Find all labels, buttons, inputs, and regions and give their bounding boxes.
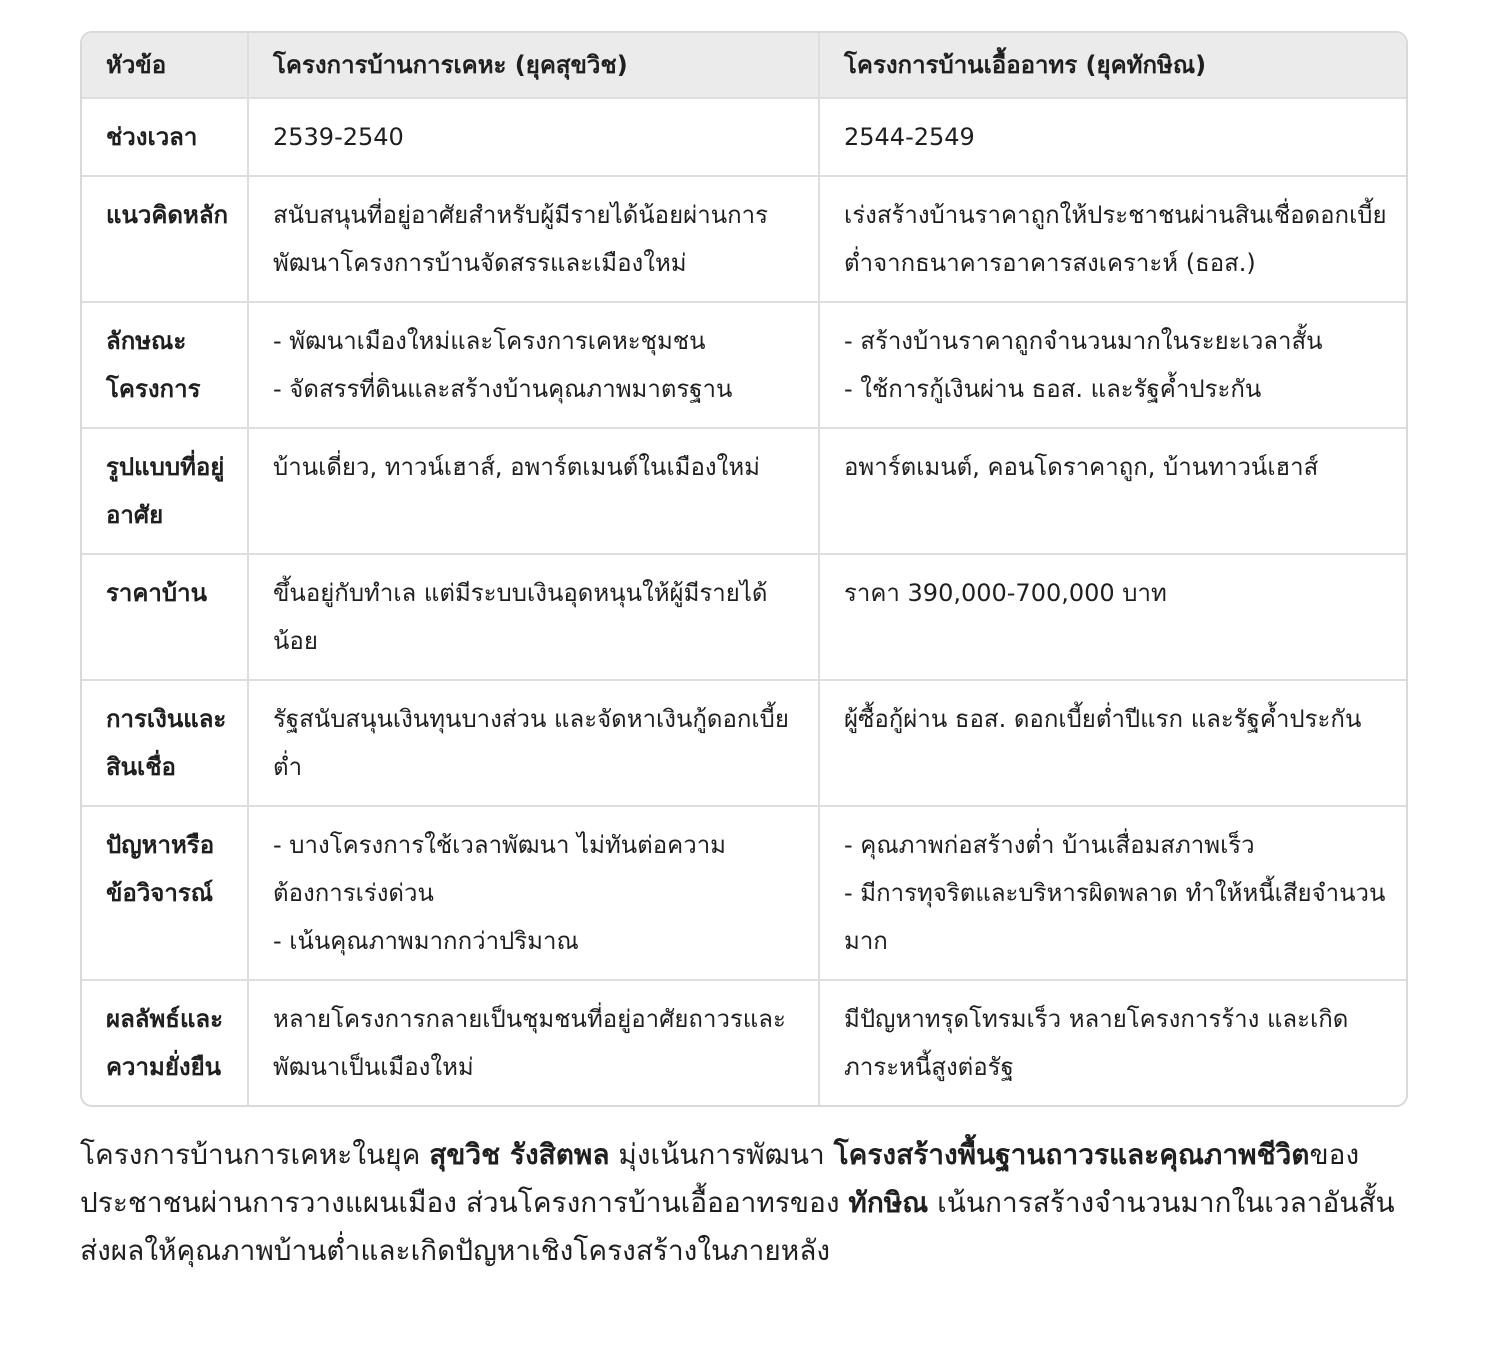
row-cell-sukhavich: สนับสนุนที่อยู่อาศัยสำหรับผู้มีรายได้น้อยผ่านการพัฒนาโครงการบ้านจัดสรรและเมืองใหม่ xyxy=(248,176,819,302)
summary-bold-thaksin: ทักษิณ xyxy=(848,1186,929,1219)
summary-text: มุ่งเน้นการพัฒนา xyxy=(609,1138,834,1171)
row-cell-thaksin: ผู้ซื้อกู้ผ่าน ธอส. ดอกเบี้ยต่ำปีแรก และรัฐค้ำประกัน xyxy=(819,680,1408,806)
row-topic: การเงินและสินเชื่อ xyxy=(82,680,248,806)
row-cell-sukhavich: - พัฒนาเมืองใหม่และโครงการเคหะชุมชน - จัดสรรที่ดินและสร้างบ้านคุณภาพมาตรฐาน xyxy=(248,302,819,428)
row-cell-sukhavich: 2539-2540 xyxy=(248,98,819,176)
row-cell-sukhavich: ขึ้นอยู่กับทำเล แต่มีระบบเงินอุดหนุนให้ผู้มีรายได้น้อย xyxy=(248,554,819,680)
row-topic: แนวคิดหลัก xyxy=(82,176,248,302)
summary-text: ของประชาชนผ่านการวางแผนเมือง ส่วนโครงการบ้านเอื้ออาทรของ xyxy=(80,1138,1360,1219)
summary-paragraph xyxy=(80,1131,1410,1275)
table-row xyxy=(82,554,1408,680)
summary-text: โครงการบ้านการเคหะในยุค xyxy=(80,1138,430,1171)
header-row xyxy=(82,33,1408,98)
content xyxy=(80,31,1408,1303)
row-topic: ลักษณะโครงการ xyxy=(82,302,248,428)
header-topic: หัวข้อ xyxy=(82,33,248,98)
summary-bold-infrastructure: โครงสร้างพื้นฐานถาวรและคุณภาพชีวิต xyxy=(833,1138,1310,1171)
row-cell-thaksin: - คุณภาพก่อสร้างต่ำ บ้านเสื่อมสภาพเร็ว - มีการทุจริตและบริหารผิดพลาด ทำให้หนี้เสียจำนวนมาก xyxy=(819,806,1408,980)
row-cell-thaksin: มีปัญหาทรุดโทรมเร็ว หลายโครงการร้าง และเกิดภาระหนี้สูงต่อรัฐ xyxy=(844,1005,1349,1081)
row-topic: ปัญหาหรือข้อวิจารณ์ xyxy=(82,806,248,980)
row-cell-thaksin: เร่งสร้างบ้านราคาถูกให้ประชาชนผ่านสินเชื่อดอกเบี้ยต่ำจากธนาคารอาคารสงเคราะห์ (ธอส.) xyxy=(819,176,1408,302)
row-cell-sukhavich: รัฐสนับสนุนเงินทุนบางส่วน และจัดหาเงินกู้ดอกเบี้ยต่ำ xyxy=(248,680,819,806)
row-cell-sukhavich: หลายโครงการกลายเป็นชุมชนที่อยู่อาศัยถาวรและพัฒนาเป็นเมืองใหม่ xyxy=(248,980,819,1105)
table-row xyxy=(82,176,1408,302)
table-row xyxy=(82,980,1408,1105)
row-cell-thaksin: อพาร์ตเมนต์, คอนโดราคาถูก, บ้านทาวน์เฮาส์ xyxy=(819,428,1408,554)
comparison-table xyxy=(80,31,1408,1107)
table xyxy=(82,33,1408,1105)
row-topic: ราคาบ้าน xyxy=(82,554,248,680)
table-body xyxy=(82,98,1408,1105)
row-cell-sukhavich: บ้านเดี่ยว, ทาวน์เฮาส์, อพาร์ตเมนต์ในเมืองใหม่ xyxy=(248,428,819,554)
row-topic: ผลลัพธ์และความยั่งยืน xyxy=(82,980,248,1105)
table-row xyxy=(82,98,1408,176)
table-row xyxy=(82,806,1408,980)
row-topic: ช่วงเวลา xyxy=(82,98,248,176)
row-cell-thaksin: - สร้างบ้านราคาถูกจำนวนมากในระยะเวลาสั้น - ใช้การกู้เงินผ่าน ธอส. และรัฐค้ำประกัน xyxy=(819,302,1408,428)
header-sukhavich-project: โครงการบ้านการเคหะ (ยุคสุขวิช) xyxy=(248,33,819,98)
table-header xyxy=(82,33,1408,98)
table-row xyxy=(82,302,1408,428)
row-cell-thaksin: 2544-2549 xyxy=(819,98,1408,176)
table-row xyxy=(82,428,1408,554)
summary-text: เน้นการสร้างจำนวนมากในเวลาอันสั้น ส่งผลให้คุณภาพบ้านต่ำและเกิดปัญหาเชิงโครงสร้างในภายหลัง xyxy=(80,1186,1395,1267)
table-row xyxy=(82,680,1408,806)
header-thaksin-project: โครงการบ้านเอื้ออาทร (ยุคทักษิณ) xyxy=(819,33,1408,98)
row-cell-sukhavich: - บางโครงการใช้เวลาพัฒนา ไม่ทันต่อความต้องการเร่งด่วน - เน้นคุณภาพมากกว่าปริมาณ xyxy=(248,806,819,980)
row-topic: รูปแบบที่อยู่อาศัย xyxy=(82,428,248,554)
summary-bold-sukhavich: สุขวิช รังสิตพล xyxy=(429,1138,610,1171)
row-cell-thaksin: ราคา 390,000-700,000 บาท xyxy=(819,554,1408,680)
